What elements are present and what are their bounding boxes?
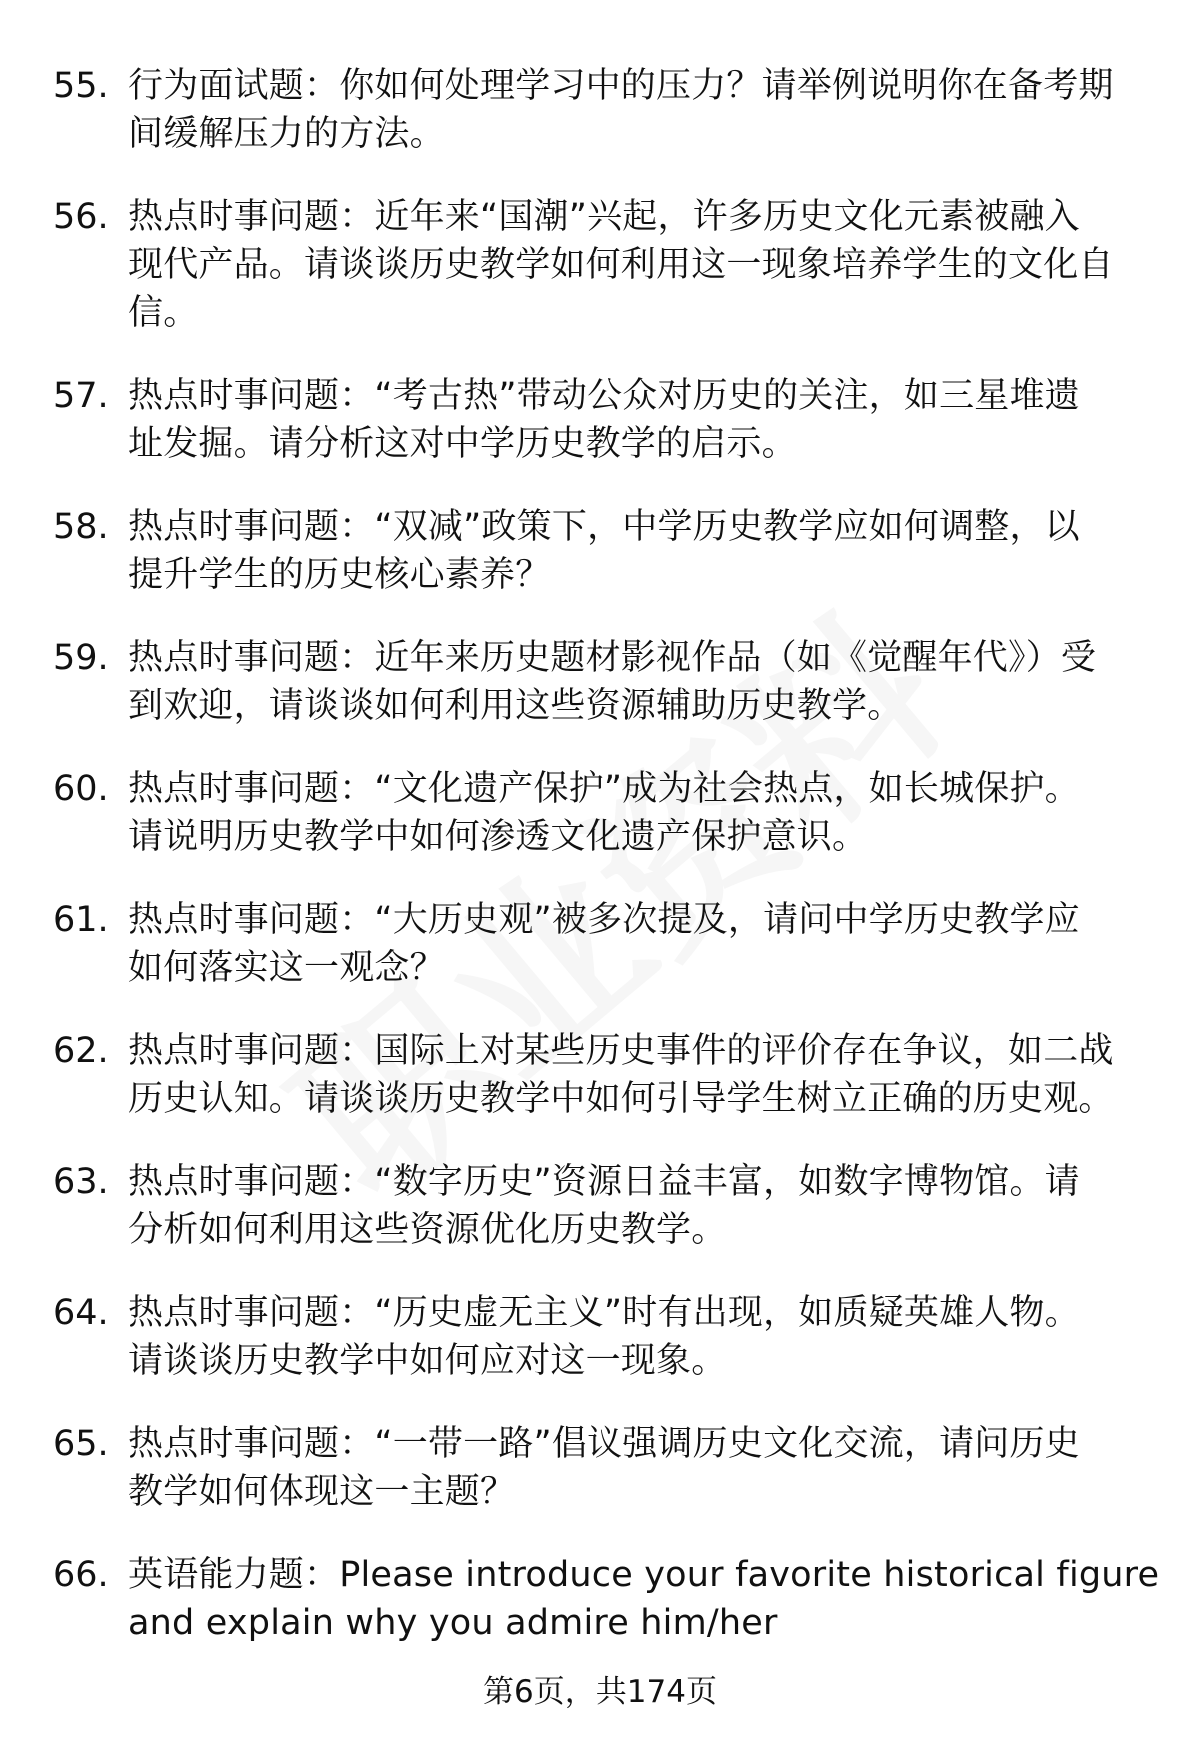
question-line: 请说明历史教学中如何渗透文化遗产保护意识。 [128,817,868,857]
question-line: 热点时事问题：“考古热”带动公众对历史的关注，如三星堆遗 [128,376,1080,416]
question-item [0,193,1200,337]
question-item [0,765,1200,861]
question-line: 信。 [128,293,199,333]
question-number: 64. [53,1293,109,1333]
question-line: and explain why you admire him/her [128,1603,778,1643]
question-line: 热点时事问题：近年来历史题材影视作品（如《觉醒年代》）受 [128,638,1097,678]
question-line: 分析如何利用这些资源优化历史教学。 [128,1210,727,1250]
question-line: 热点时事问题：国际上对某些历史事件的评价存在争议，如二战 [128,1031,1114,1071]
question-line: 热点时事问题：“历史虚无主义”时有出现，如质疑英雄人物。 [128,1293,1080,1333]
question-text [128,1289,1134,1385]
question-item [0,896,1200,992]
question-number: 56. [53,197,109,237]
question-text [128,634,1134,730]
question-item [0,1420,1200,1516]
question-line: 行为面试题：你如何处理学习中的压力？请举例说明你在备考期 [128,66,1114,106]
question-item [0,1027,1200,1123]
question-text [128,1551,1160,1647]
question-line: 提升学生的历史核心素养？ [128,555,551,595]
question-number: 58. [53,507,109,547]
question-line: 现代产品。请谈谈历史教学如何利用这一现象培养学生的文化自 [128,245,1114,285]
question-line: 到欢迎，请谈谈如何利用这些资源辅助历史教学。 [128,686,903,726]
question-number: 65. [53,1424,109,1464]
question-item [0,62,1200,158]
question-number: 59. [53,638,109,678]
question-line: 址发掘。请分析这对中学历史教学的启示。 [128,424,797,464]
question-item [0,634,1200,730]
question-line: 热点时事问题：“数字历史”资源日益丰富，如数字博物馆。请 [128,1162,1080,1202]
question-text [128,1027,1134,1123]
question-line: 历史认知。请谈谈历史教学中如何引导学生树立正确的历史观。 [128,1079,1114,1119]
question-list [0,62,1200,1682]
question-line: 热点时事问题：“大历史观”被多次提及，请问中学历史教学应 [128,900,1080,940]
question-item [0,372,1200,468]
question-text [128,1158,1134,1254]
question-item [0,503,1200,599]
question-number: 66. [53,1555,109,1595]
question-number: 60. [53,769,109,809]
question-item [0,1289,1200,1385]
question-line: 如何落实这一观念？ [128,948,445,988]
question-line: 热点时事问题：“双减”政策下，中学历史教学应如何调整，以 [128,507,1080,547]
question-line: 教学如何体现这一主题？ [128,1472,516,1512]
page-footer: 第6页，共174页 [483,1674,717,1710]
question-number: 62. [53,1031,109,1071]
question-line: 热点时事问题：“文化遗产保护”成为社会热点，如长城保护。 [128,769,1080,809]
question-number: 55. [53,66,109,106]
question-item [0,1551,1200,1647]
question-text [128,62,1134,158]
question-text [128,503,1134,599]
question-text [128,372,1134,468]
question-item [0,1158,1200,1254]
question-text [128,896,1134,992]
question-text [128,765,1134,861]
question-line: 间缓解压力的方法。 [128,114,445,154]
question-number: 61. [53,900,109,940]
question-line: 热点时事问题：“一带一路”倡议强调历史文化交流，请问历史 [128,1424,1080,1464]
question-line: 热点时事问题：近年来“国潮”兴起，许多历史文化元素被融入 [128,197,1080,237]
question-line: 请谈谈历史教学中如何应对这一现象。 [128,1341,727,1381]
question-line: 英语能力题：Please introduce your favorite historical figure [128,1555,1160,1595]
question-number: 63. [53,1162,109,1202]
question-number: 57. [53,376,109,416]
question-text [128,193,1134,337]
question-text [128,1420,1134,1516]
